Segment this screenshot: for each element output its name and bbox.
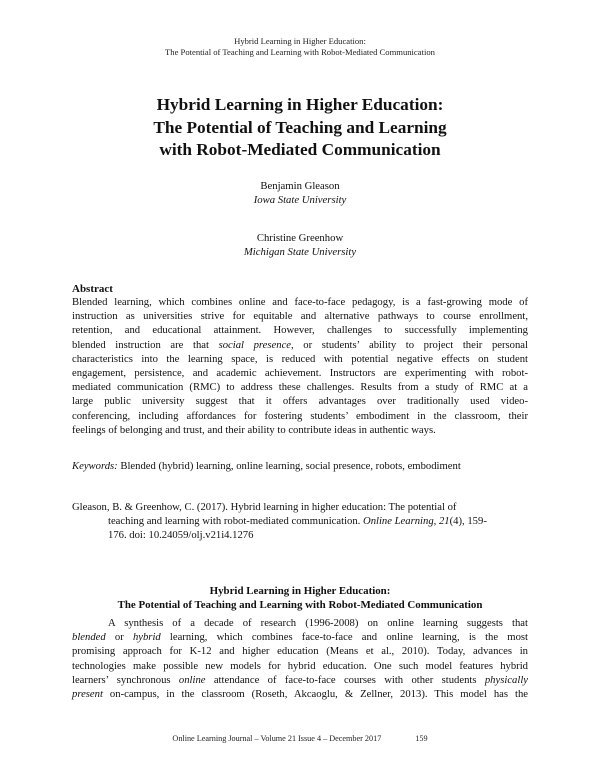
abstract-line	[72, 339, 528, 353]
present-term: present	[72, 689, 103, 701]
citation-doi: 176. doi: 10.24059/olj.v21i4.1276	[108, 530, 254, 542]
hybrid-term: hybrid	[132, 632, 161, 644]
citation-line	[72, 515, 528, 529]
abstract-text: blended instruction are that	[72, 339, 219, 351]
body-line: A synthesis of a decade of research (1996-2008) on online learning suggests that	[108, 618, 528, 629]
title-line-2: The Potential of Teaching and Learning	[153, 117, 447, 137]
body-line: promising approach for K-12 and higher education (Means et al., 2010). Today, advances in	[72, 646, 528, 658]
running-head-line-1: Hybrid Learning in Higher Education:	[234, 36, 366, 46]
author-1-name: Benjamin Gleason	[260, 180, 340, 192]
body-text: on-campus, in the classroom (Roseth, Akcaoglu, & Zellner, 2013). This model has the	[102, 689, 528, 701]
body-text: or	[105, 632, 133, 644]
section-heading-line-1: Hybrid Learning in Higher Education:	[209, 585, 391, 597]
abstract-line: mediated communication (RMC) to address these challenges. Results from a study of RMC at a	[72, 382, 528, 394]
abstract-line: conferencing, including affordances for fostering students’ embodiment in the classroom, their	[72, 410, 528, 422]
body-line	[72, 674, 528, 688]
body-line: technologies make possible new models for hybrid education. One such model features hybrid	[72, 660, 528, 672]
citation-line: Gleason, B. & Greenhow, C. (2017). Hybrid learning in higher education: The potential of	[72, 502, 457, 513]
body-line	[72, 631, 528, 645]
page-footer	[0, 734, 600, 744]
abstract-line: large public university suggest that it offers advantages over traditionally used video-	[72, 396, 528, 408]
keywords-text: Blended (hybrid) learning, online learning, social presence, robots, embodiment	[117, 461, 461, 472]
abstract-heading: Abstract	[72, 283, 113, 295]
abstract-line: instruction as universities strive for equitable and alternative pathways to course enrollment,	[72, 311, 528, 323]
keywords-label: Keywords:	[72, 461, 118, 472]
citation-text: (4), 159-	[449, 516, 487, 528]
physically-term: physically	[484, 674, 528, 686]
paper-title	[0, 94, 600, 162]
body-text: learning, which combines face-to-face and online learning, is the most	[160, 632, 528, 644]
abstract-line: retention, and educational attainment. However, challenges to successfully implementing	[72, 325, 528, 337]
body-line	[72, 688, 528, 702]
body-text: attendance of face-to-face courses with other students	[205, 674, 485, 686]
author-1-affiliation: Iowa State University	[253, 194, 347, 206]
body-paragraph	[72, 617, 528, 702]
online-term: online	[178, 674, 206, 686]
section-heading-line-2: The Potential of Teaching and Learning with Robot-Mediated Communication	[117, 599, 483, 611]
title-line-3: with Robot-Mediated Communication	[159, 140, 441, 159]
journal-name: Online Learning, 21	[363, 516, 450, 528]
abstract-line: characteristics into the learning space, is reduced with potential negative effects on student	[72, 353, 528, 365]
body-text: learners’ synchronous	[72, 674, 179, 686]
abstract-line: engagement, persistence, and academic achievement. Instructors are experimenting with robot-	[72, 368, 528, 380]
running-head-line-2: The Potential of Teaching and Learning with Robot-Mediated Communication	[165, 47, 435, 57]
abstract-body	[72, 296, 528, 438]
abstract-line: Blended learning, which combines online and face-to-face pedagogy, is a fast-growing mode of	[72, 297, 528, 308]
social-presence-term: social presence	[218, 339, 292, 351]
citation-text: teaching and learning with robot-mediated communication.	[108, 516, 364, 528]
footer-journal: Online Learning Journal – Volume 21 Issue 4 – December 2017	[172, 734, 382, 743]
author-2-affiliation: Michigan State University	[243, 246, 357, 258]
keywords	[72, 460, 461, 474]
abstract-text: , or students’ ability to project their personal	[291, 339, 528, 351]
page-number: 159	[415, 734, 428, 743]
blended-term: blended	[72, 632, 106, 644]
abstract-line: feelings of belonging and trust, and their ability to contribute ideas in authentic ways.	[72, 424, 436, 436]
title-line-1: Hybrid Learning in Higher Education:	[156, 95, 444, 114]
citation	[72, 501, 528, 544]
author-2-name: Christine Greenhow	[256, 232, 344, 244]
